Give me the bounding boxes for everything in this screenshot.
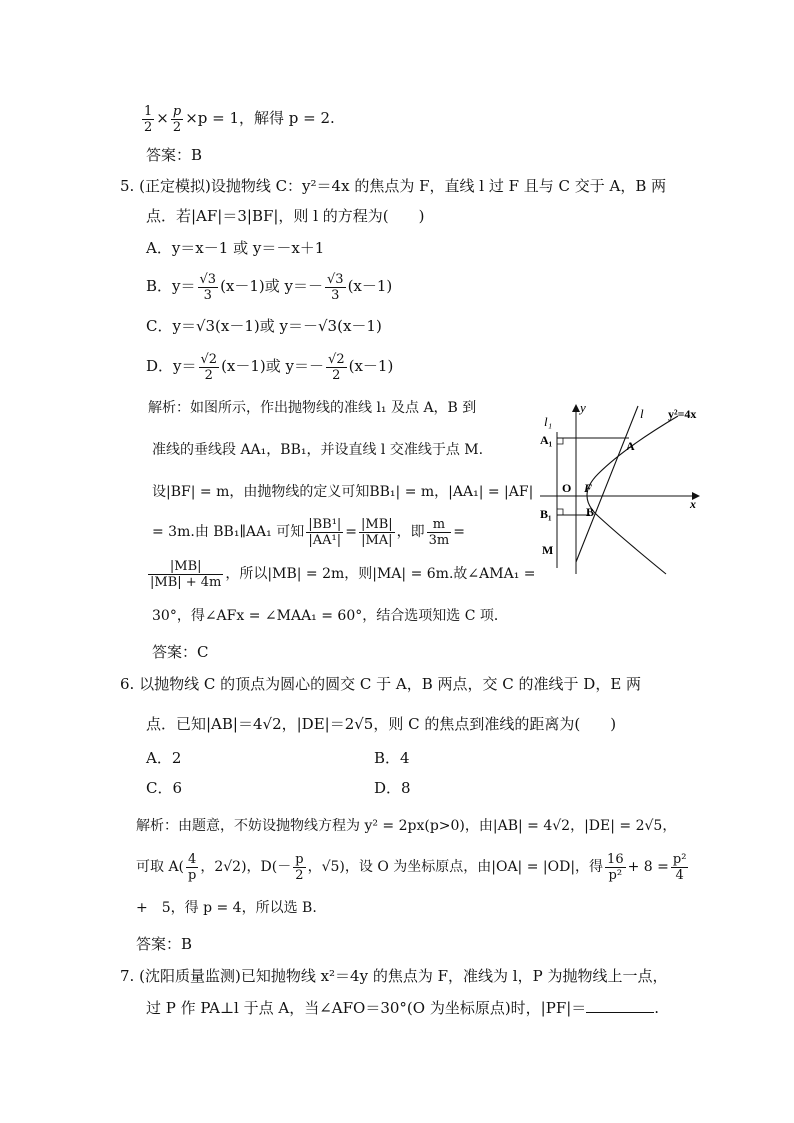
fraction: $\frac{\text{|BB¹|}}{\text{|AA¹|}}$ [308, 516, 342, 548]
parabola-figure [532, 398, 728, 582]
fraction: $\frac{√2}{2}$ [328, 351, 345, 383]
right-angle-b1 [557, 509, 563, 515]
q5-solution-line-5 [146, 554, 535, 594]
option-b-mid: (x－1)或 y＝－ [220, 277, 324, 295]
question-6-line-2: 点．已知|AB|＝4√2，|DE|＝2√5，则 C 的焦点到准线的距离为( ) [146, 715, 617, 733]
label-y: y [580, 400, 586, 415]
fraction: $\frac{m}{3m}$ [428, 516, 450, 548]
option-b-label: B．y＝ [146, 277, 196, 295]
q6-solution-line-1: 解析：由题意，不妨设抛物线方程为 y² = 2px(p>0)，由|AB| = 4√2，|DE| = 2√5， [136, 818, 677, 834]
q5-solution-line-1: 解析：如图所示，作出抛物线的准线 l₁ 及点 A，B 到 [148, 400, 477, 416]
fraction: $\frac{√3}{3}$ [199, 271, 217, 303]
sol-text: ，2√2)，D(－ [200, 859, 292, 875]
label-b: B [586, 505, 595, 519]
option-c: C．y＝√3(x－1)或 y＝－√3(x－1) [146, 317, 382, 335]
fraction-one-half: $\frac{1}{2}$ [144, 103, 153, 135]
fraction: $\frac{√3}{3}$ [327, 271, 344, 303]
period: . [654, 999, 660, 1017]
question-7-line-2 [146, 998, 659, 1018]
question-source: (正定模拟) [139, 177, 211, 195]
sol-text: = [453, 524, 465, 540]
sol-text: + 8 = [627, 859, 669, 875]
question-stem: 以抛物线 C 的顶点为圆心的圆交 C 于 A，B 两点，交 C 的准线于 D，E 两 [139, 675, 642, 693]
sol-text: 可取 A( [136, 859, 185, 875]
label-x: x [690, 497, 696, 511]
fraction-p-half: $\frac{p}{2}$ [172, 103, 182, 135]
sol-text: ，所以|MB| = 2m，则|MA| = 6m.故∠AMA₁ = [225, 566, 536, 582]
question-5-line-2: 点．若|AF|＝3|BF|，则 l 的方程为( ) [146, 207, 425, 225]
answer-blank[interactable] [586, 998, 654, 1013]
option-d-label: D．y＝ [146, 357, 197, 375]
question-5-line-1 [120, 176, 666, 196]
label-b1: B₁ [540, 507, 552, 521]
label-a: A [626, 439, 635, 453]
label-a1: A₁ [540, 433, 553, 447]
question-number: 6. [120, 675, 135, 693]
fraction: $\frac{\text{p²}}{4}$ [672, 851, 687, 883]
question-stem: 设抛物线 C：y²＝4x 的焦点为 F，直线 l 过 F 且与 C 交于 A，B 两 [210, 177, 667, 195]
answer-q5: 答案：C [152, 643, 209, 661]
sol-text: = [345, 524, 358, 540]
label-m: M [542, 543, 554, 557]
q5-solution-line-4 [152, 512, 465, 552]
option-b [146, 268, 392, 304]
option-c: C．6 [146, 779, 183, 797]
question-6-line-1 [120, 674, 641, 694]
option-a: A．y＝x－1 或 y＝－x＋1 [146, 239, 325, 257]
q6-solution-line-3: + 5，得 p = 4，所以选 B. [136, 900, 317, 916]
q6-solution-line-2 [136, 846, 690, 888]
option-d [146, 348, 393, 384]
sol-text: ，√5)，设 O 为坐标原点，由|OA| = |OD|，得 [307, 859, 604, 875]
answer-q6: 答案：B [136, 935, 193, 953]
fraction: $\frac{|MB|}{|MA|}$ [361, 516, 393, 548]
right-angle-a1 [557, 438, 563, 444]
q5-solution-line-3: 设|BF| = m，由抛物线的定义可知BB₁| = m，|AA₁| = |AF| [152, 484, 534, 500]
q5-solution-line-2: 准线的垂线段 AA₁，BB₁，并设直线 l 交准线于点 M. [152, 442, 484, 458]
times-sign: × [156, 109, 169, 127]
question-number: 7. [120, 967, 135, 985]
question-stem: 已知抛物线 x²＝4y 的焦点为 F，准线为 l，P 为抛物线上一点， [240, 967, 668, 985]
fraction: $\frac{p}{2}$ [295, 851, 304, 883]
fraction: $\frac{|MB|}{|MB| + 4m}$ [150, 558, 222, 590]
sol-text: = 3m.由 BB₁∥AA₁ 可知 [152, 524, 305, 540]
label-l: l [640, 406, 644, 421]
fraction: $\frac{√2}{2}$ [200, 351, 218, 383]
option-d-end: (x－1) [348, 357, 394, 375]
y-axis-arrow [572, 404, 580, 412]
fraction: $\frac{4}{p}$ [188, 851, 197, 883]
fraction: $\frac{16}{\text{p²}}$ [607, 851, 624, 883]
question-number: 5. [120, 177, 135, 195]
question-7-line-1 [120, 966, 667, 986]
sol-text: ，即 [396, 524, 425, 540]
label-curve: y²=4x [668, 407, 697, 421]
label-o: O [562, 481, 572, 495]
option-d: D．8 [374, 779, 411, 797]
top-calculation [140, 100, 335, 136]
top-calc-text: ×p = 1，解得 p = 2. [185, 109, 335, 127]
question-stem: 过 P 作 PA⊥l 于点 A，当∠AFO＝30°(O 为坐标原点)时，|PF|＝ [146, 999, 587, 1017]
option-a: A．2 [146, 749, 182, 767]
answer-q4: 答案：B [146, 146, 203, 164]
option-b-end: (x－1) [347, 277, 393, 295]
question-source: (沈阳质量监测) [139, 967, 241, 985]
option-b: B．4 [374, 749, 410, 767]
q5-solution-line-6: 30°，得∠AFx = ∠MAA₁ = 60°，结合选项知选 C 项． [152, 608, 508, 624]
label-f: F [584, 481, 593, 495]
label-l1: l₁ [544, 414, 553, 429]
option-d-mid: (x－1)或 y＝－ [221, 357, 325, 375]
